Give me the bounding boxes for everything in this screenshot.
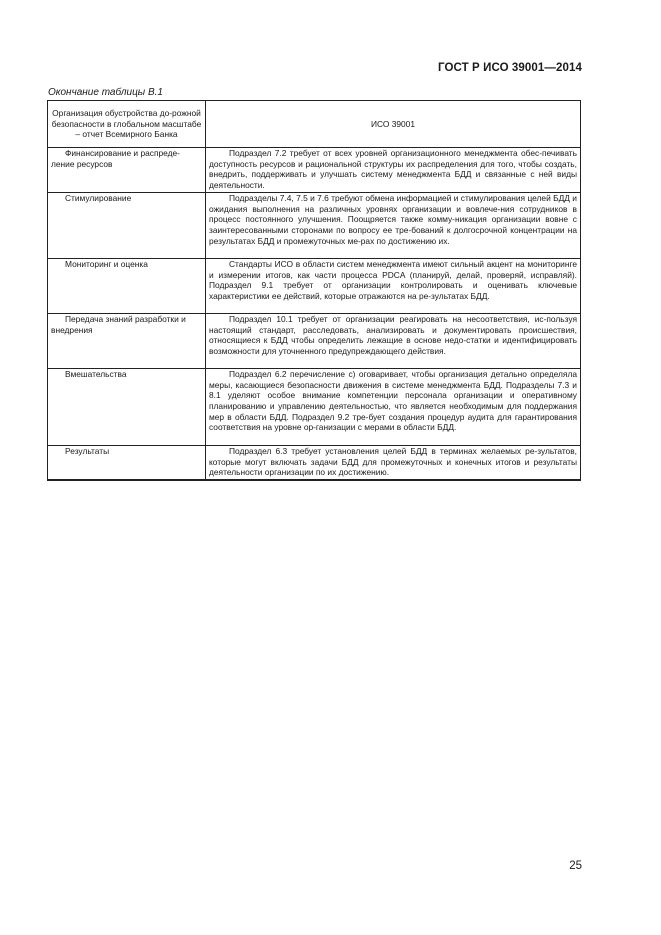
comparison-table bbox=[47, 100, 581, 481]
row-description-cell bbox=[206, 313, 581, 368]
row-label-cell bbox=[48, 368, 206, 445]
header-cell-right: ИСО 39001 bbox=[206, 101, 581, 148]
page-number: 25 bbox=[569, 860, 582, 872]
table-row bbox=[48, 313, 581, 368]
table-row bbox=[48, 148, 581, 193]
row-description: Стандарты ИСО в области систем менеджмента имеют сильный акцент на мониторинге и измерении итогов, как части процесса PDCA (планируй, делай, проверяй, исправляй). Подраздел 9.1 требует от организации контролировать и оценивать ключевые характеристики ее действий, которые отражаются на ре-зультатах БДД. bbox=[209, 258, 577, 301]
row-label-cell bbox=[48, 192, 206, 258]
row-description: Подраздел 6.3 требует установления целей БДД в терминах желаемых ре-зультатов, которые могут включать задачи БДД для промежуточных и конечных итогов и результаты деятельности организации по их достижению. bbox=[209, 445, 577, 478]
row-label-cell bbox=[48, 445, 206, 480]
row-label: Финансирование и распреде-ление ресурсов bbox=[51, 148, 180, 169]
row-description: Подраздел 10.1 требует от организации реагировать на несоответствия, ис-пользуя настоящий стандарт, расследовать, анализировать и документировать происшествия, относящиеся к БДД чтобы определить лежащие в основе недо-статки и идентифицировать возможности для уточненного предупреждающего действия. bbox=[209, 313, 577, 356]
row-label-cell bbox=[48, 313, 206, 368]
row-label: Передача знаний разработки и внедрения bbox=[51, 313, 186, 335]
row-description: Подраздел 7.2 требует от всех уровней организационного менеджмента обес-печивать доступность ресурсов и рациональной структуры их распределения для того, чтобы создать, внедрить, поддерживать и улучшать систему менеджмента БДД и связанные с ней виды деятельности. bbox=[209, 148, 577, 191]
row-description-cell bbox=[206, 368, 581, 445]
row-label-cell bbox=[48, 148, 206, 193]
row-label: Стимулирование bbox=[65, 192, 132, 203]
row-description-cell bbox=[206, 148, 581, 193]
document-standard-header: ГОСТ Р ИСО 39001—2014 bbox=[437, 62, 582, 74]
row-description-cell bbox=[206, 192, 581, 258]
table-row bbox=[48, 445, 581, 480]
row-label: Вмешательства bbox=[65, 368, 127, 379]
header-cell-left: Организация обустройства до-рожной безопасности в глобальном масштабе – отчет Всемирного Банка bbox=[48, 101, 206, 148]
table-caption: Окончание таблицы В.1 bbox=[48, 87, 163, 98]
row-label: Результаты bbox=[65, 445, 110, 456]
table-row bbox=[48, 368, 581, 445]
row-description: Подразделы 7.4, 7.5 и 7.6 требуют обмена информацией и стимулирования целей БДД и ожидания выполнения на различных уровнях организации и вовлече-ния сотрудников в процесс постоянного улучшения. Поощряется также комму-никация организации вовне с заинтересованными сторонами по вопросу ее тре-бований к долгосрочной концентрации на результатах БДД и промежуточных ме-рах по достижению их. bbox=[209, 192, 577, 246]
row-label: Мониторинг и оценка bbox=[65, 258, 148, 269]
table-row bbox=[48, 258, 581, 313]
table-header-row bbox=[48, 101, 581, 148]
row-description-cell bbox=[206, 258, 581, 313]
row-label-cell bbox=[48, 258, 206, 313]
row-description-cell bbox=[206, 445, 581, 480]
row-description: Подраздел 6.2 перечисление c) оговаривает, чтобы организация детально определяла меры, касающиеся безопасности движения в системе менеджмента БДД. Подразделы 7.3 и 8.1 уделяют особое внимание компетенции персонала организации и оперативному планированию и управлению деятельностью, что является необходимым для поддержания мер в области БДД. Подраздел 9.2 тре-бует создания процедур аудита для гарантирования соответствия на уровне ор-ганизации с мерами в области БДД. bbox=[209, 368, 577, 433]
table-row bbox=[48, 192, 581, 258]
